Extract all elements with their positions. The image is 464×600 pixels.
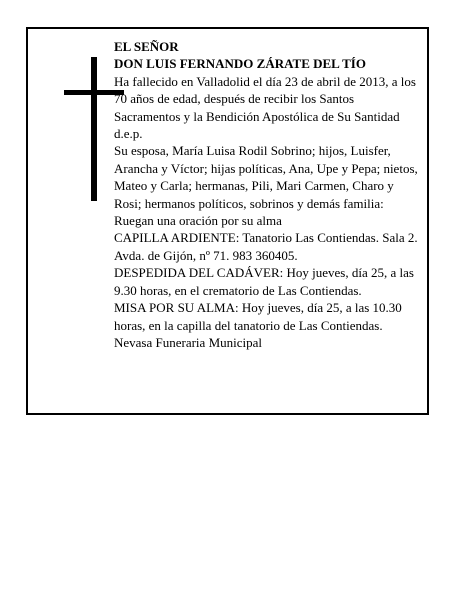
farewell-info: DESPEDIDA DEL CADÁVER: Hoy jueves, día 25, a las 9.30 horas, en el crematorio de Las Contiendas. [114, 265, 414, 298]
mass-info: MISA POR SU ALMA: Hoy jueves, día 25, a las 10.30 horas, en la capilla del tanatorio de Las Contiendas. [114, 300, 402, 333]
obituary-notice [26, 27, 429, 415]
funeral-home-name: Nevasa Funeraria Municipal [114, 334, 263, 350]
notice-title-line-2: DON LUIS FERNANDO ZÁRATE DEL TÍO [114, 56, 366, 72]
funeral-chapel-info: CAPILLA ARDIENTE: Tanatorio Las Contiendas. Sala 2. Avda. de Gijón, nº 71. 983 360405. [114, 230, 418, 263]
notice-title-line-1: EL SEÑOR [114, 39, 179, 54]
prayer-request: Ruegan una oración por su alma [114, 213, 282, 229]
family-list: Su esposa, María Luisa Rodil Sobrino; hijos, Luisfer, Arancha y Víctor; hijas políticas, Ana, Upe y Pepa; nietos, Mateo y Carla; hermanas, Pili, Mari Carmen, Charo y Rosi; hermanos políticos, sobrinos y demás familia: [114, 143, 418, 211]
death-announcement: Ha fallecido en Valladolid el día 23 de abril de 2013, a los 70 años de edad, después de recibir los Santos Sacramentos y la Bendición Apostólica de Su Santidad d.e.p. [114, 73, 416, 142]
cross-vertical-bar [91, 57, 97, 201]
notice-text [114, 38, 419, 351]
